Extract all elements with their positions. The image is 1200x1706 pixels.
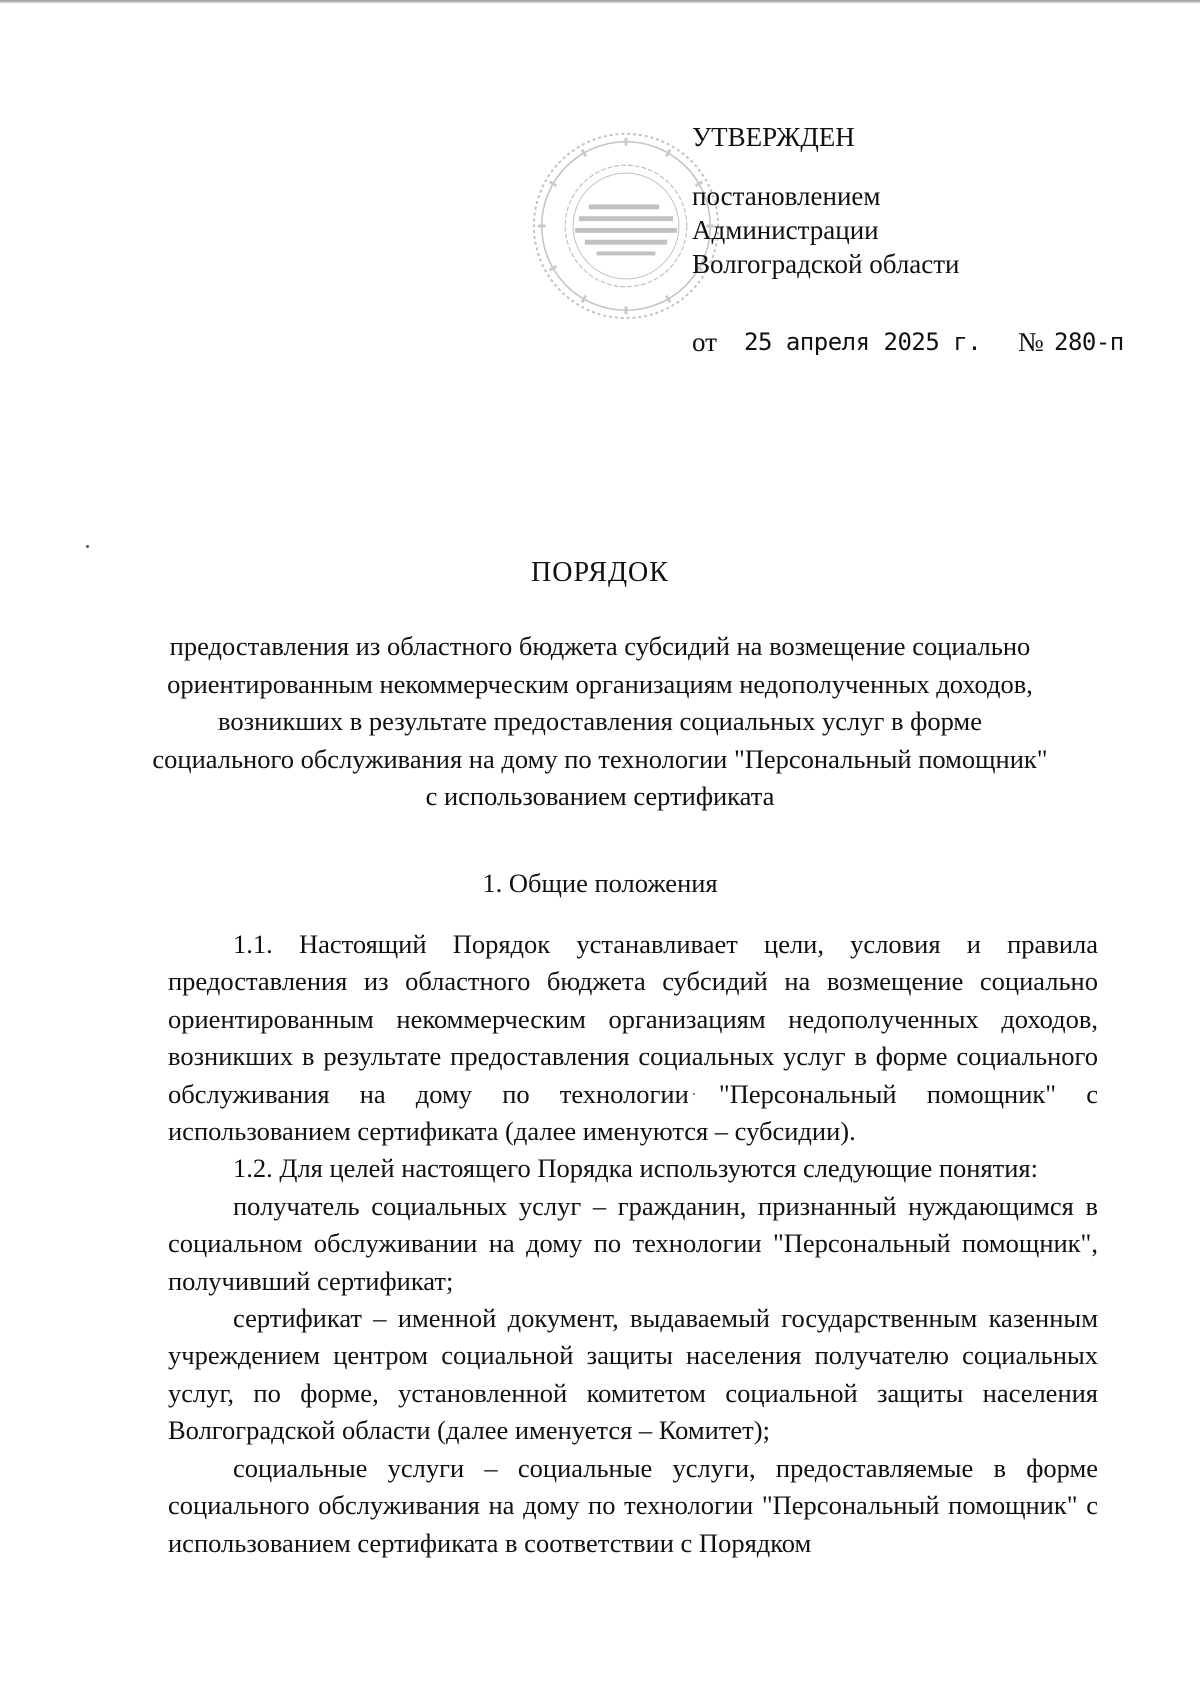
document-body [168, 926, 1098, 1562]
definition-social-services: социальные услуги – социальные услуги, предоставляемые в форме социального обслуживания на дому по технологии "Персональный помощник" с использованием сертификата в соответствии с Порядком [168, 1452, 1098, 1558]
definition-recipient: получатель социальных услуг – гражданин, признанный нуждающимся в социальном обслуживании на дому по технологии "Персональный помощник", получивший сертификат; [168, 1190, 1098, 1296]
approval-heading: УТВЕРЖДЕН [692, 122, 855, 152]
document-subtitle: предоставления из областного бюджета субсидий на возмещение социально ориентированным некоммерческим организациям недополученных доходов, возникших в результате предоставления социальных услуг в форме социального обслуживания на дому по технологии "Персональный помощник" с использованием сертификата [152, 631, 1048, 811]
definition-certificate: сертификат – именной документ, выдаваемый государственным казенным учреждением центром социальной защиты населения получателю социальных услуг, по форме, установленной комитетом социальной защиты населения Волгоградской области (далее именуется – Комитет); [168, 1303, 1098, 1446]
paragraph-1-2: 1.2. Для целей настоящего Порядка используются следующие понятия: [233, 1153, 1038, 1184]
scan-top-edge [0, 0, 1200, 3]
approval-block [692, 120, 960, 281]
approval-line-1: постановлением [692, 181, 881, 211]
number-sign: № [1018, 327, 1044, 357]
approval-number: 280-п [1054, 328, 1124, 356]
approval-line-3: Волгоградской области [692, 249, 960, 279]
paragraph-1-1: 1.1. Настоящий Порядок устанавливает цели, условия и правила предоставления из областного бюджета субсидий на возмещение социально ориентированным некоммерческим организациям недополученных доходов, возникших в результате предоставления социальных услуг в форме социального обслуживания на дому по технологии "Персональный помощник" с использованием сертификата (далее именуются – субсидии). [168, 929, 1098, 1147]
approval-line-2: Администрации [692, 215, 879, 245]
approval-date: 25 апреля 2025 г. [744, 328, 982, 356]
section-heading: 1. Общие положения [482, 868, 718, 898]
scan-speck [86, 545, 89, 548]
document-title: ПОРЯДОК [531, 557, 669, 588]
date-prefix: от [692, 327, 717, 357]
